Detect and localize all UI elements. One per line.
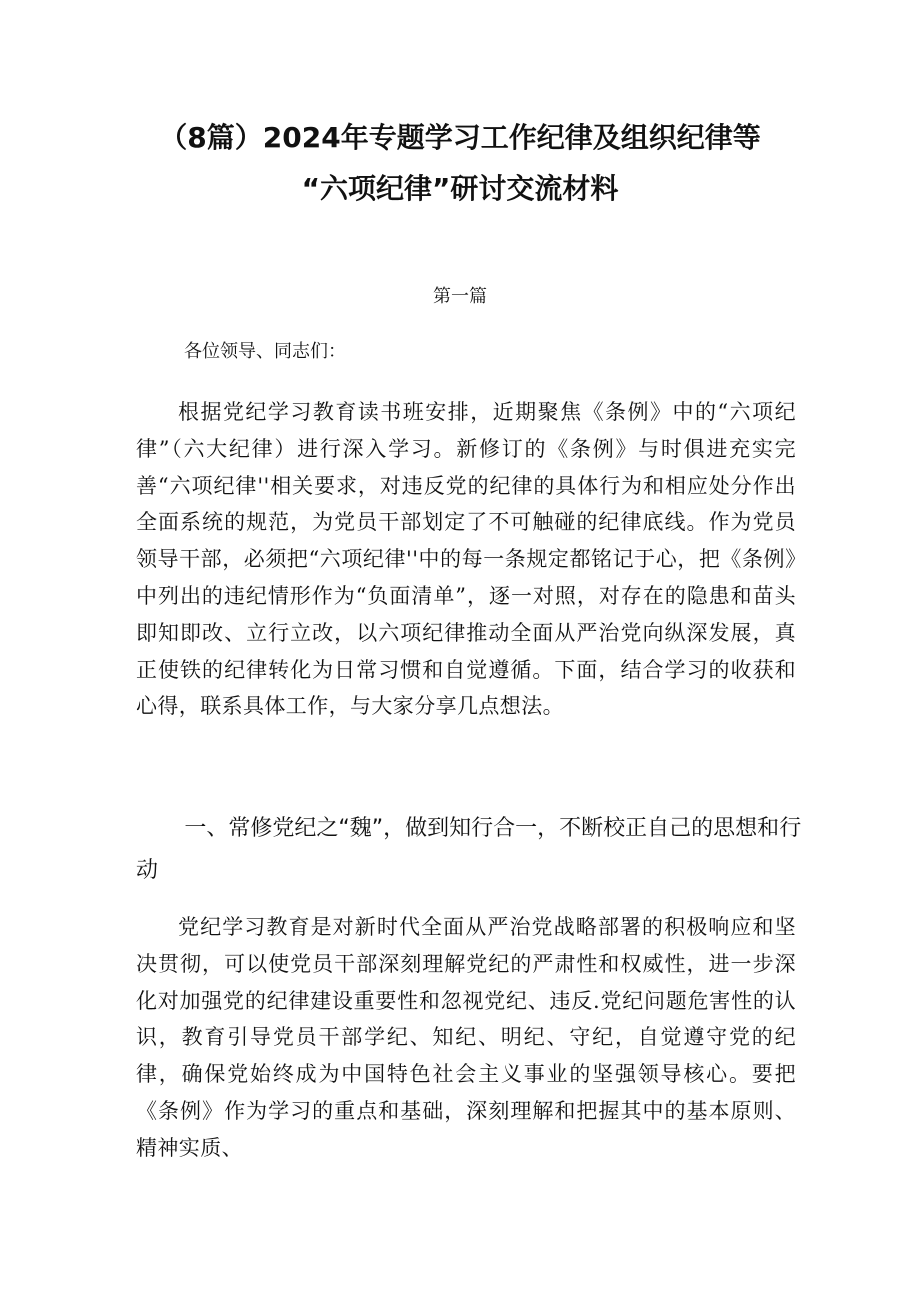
section-label: 第一篇 xyxy=(433,286,487,307)
body-paragraph-1: 根据党纪学习教育读书班安排，近期聚焦《条例》中的“六项纪律”（六大纪律）进行深入学习。新修订的《条例》与时俱进充实完善“六项纪律''相关要求，对违反党的纪律的具体行为和相应处分作出全面系统的规范，为党员干部划定了不可触碰的纪律底线。作为党员领导干部，必须把“六项纪律''中的每一条规定都铭记于心，把《条例》中列出的违纪情形作为“负面清单”，逐一对照，对存在的隐患和苗头即知即改、立行立改，以六项纪律推动全面从严治党向纵深发展，真正使铁的纪律转化为日常习惯和自觉遵循。下面，结合学习的收获和心得，联系具体工作，与大家分享几点想法。 xyxy=(136,400,796,719)
section-heading-1: 一、常修党纪之“魏”，做到知行合一，不断校正自己的思想和行动 xyxy=(136,816,802,883)
salutation: 各位领导、同志们： xyxy=(184,341,346,362)
document-title-line-1: （8篇）2024年专题学习工作纪律及组织纪律等 xyxy=(159,121,761,154)
document-title-line-2: “六项纪律”研讨交流材料 xyxy=(301,172,619,205)
body-paragraph-2: 党纪学习教育是对新时代全面从严治党战略部署的积极响应和坚决贯彻，可以使党员干部深刻理解党纪的严肃性和权威性，进一步深化对加强党的纪律建设重要性和忽视党纪、违反.党纪问题危害性的认识，教育引导党员干部学纪、知纪、明纪、守纪，自觉遵守党的纪律，确保党始终成为中国特色社会主义事业的坚强领导核心。要把《条例》作为学习的重点和基础，深刻理解和把握其中的基本原则、精神实质、 xyxy=(136,915,796,1160)
